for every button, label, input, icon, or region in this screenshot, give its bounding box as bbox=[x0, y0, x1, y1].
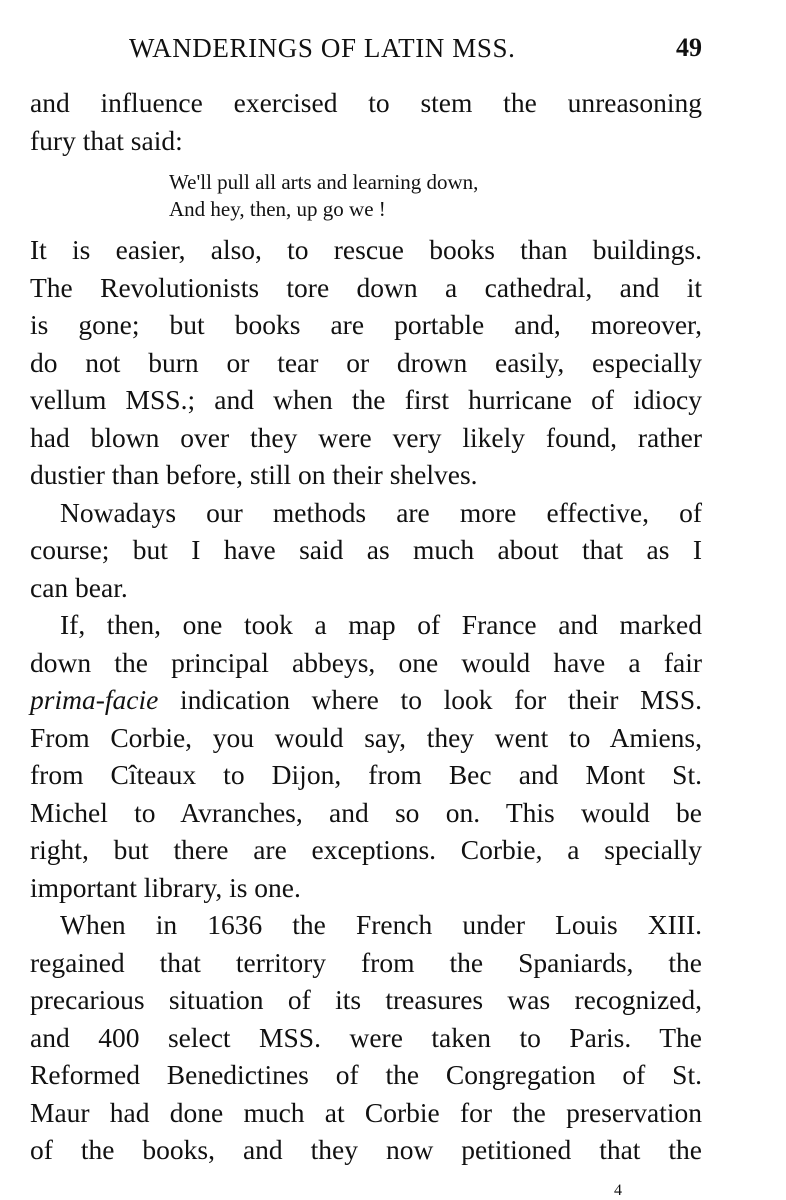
text-line: can bear. bbox=[30, 571, 128, 603]
verse-line: And hey, then, up go we ! bbox=[169, 197, 386, 221]
text-line: important library, is one. bbox=[30, 871, 301, 903]
text-line: had blown over they were very likely found, rather bbox=[30, 421, 702, 453]
verse-line: We'll pull all arts and learning down, bbox=[169, 170, 479, 194]
running-title: WANDERINGS OF LATIN MSS. bbox=[129, 33, 516, 63]
text-line: It is easier, also, to rescue books than buildings. bbox=[30, 234, 702, 265]
text-line: dustier than before, still on their shelves. bbox=[30, 459, 478, 490]
text-line: and influence exercised to stem the unreasoning bbox=[30, 87, 702, 118]
text-line: precarious situation of its treasures was recognized, bbox=[30, 984, 702, 1015]
text-line: do not burn or tear or drown easily, especially bbox=[30, 346, 702, 378]
text-line: right, but there are exceptions. Corbie, a specially bbox=[30, 834, 702, 865]
text-line: regained that territory from the Spaniards, the bbox=[30, 946, 702, 978]
text-line: from Cîteaux to Dijon, from Bec and Mont St. bbox=[30, 759, 702, 790]
text-line: is gone; but books are portable and, moreover, bbox=[30, 309, 702, 340]
text-line: course; but I have said as much about that as I bbox=[30, 534, 702, 565]
text-line: If, then, one took a map of France and marked bbox=[60, 609, 702, 640]
text-line: vellum MSS.; and when the first hurricane of idiocy bbox=[30, 384, 702, 415]
running-head bbox=[30, 30, 702, 66]
text-line: When in 1636 the French under Louis XIII. bbox=[60, 909, 702, 940]
text-line: Reformed Benedictines of the Congregation of St. bbox=[30, 1059, 702, 1090]
text-line: Nowadays our methods are more effective, of bbox=[60, 496, 702, 528]
text-line: From Corbie, you would say, they went to Amiens, bbox=[30, 721, 702, 753]
paragraph bbox=[30, 231, 702, 494]
text-fragment: indication where to look for their MSS. bbox=[158, 684, 702, 715]
verse-quote bbox=[169, 169, 702, 223]
text-line: Maur had done much at Corbie for the preservation bbox=[30, 1096, 702, 1128]
text-line: of the books, and they now petitioned that the bbox=[30, 1134, 702, 1165]
page-number: 49 bbox=[676, 33, 702, 62]
body-text bbox=[30, 84, 702, 1169]
text-line: Michel to Avranches, and so on. This would be bbox=[30, 796, 702, 828]
paragraph bbox=[30, 494, 702, 607]
text-line bbox=[30, 681, 702, 719]
signature-mark: 4 bbox=[614, 1182, 622, 1199]
paragraph bbox=[30, 606, 702, 906]
text-line: and 400 select MSS. were taken to Paris. The bbox=[30, 1021, 702, 1053]
italic-term: prima-facie bbox=[30, 684, 159, 715]
paragraph bbox=[30, 906, 702, 1169]
text-line: The Revolutionists tore down a cathedral, and it bbox=[30, 271, 702, 303]
text-line: down the principal abbeys, one would have a fair bbox=[30, 646, 702, 678]
text-line: fury that said: bbox=[30, 124, 183, 156]
